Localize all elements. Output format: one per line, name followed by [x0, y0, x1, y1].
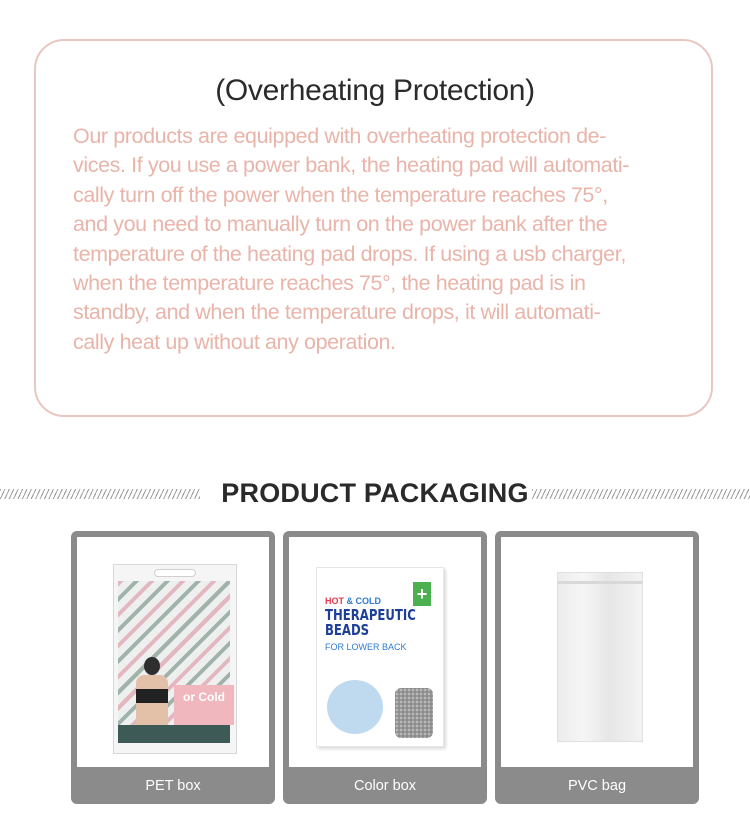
package-label: Color box: [353, 778, 417, 794]
description-line: cally turn off the power when the temperature reaches 75°,: [73, 182, 608, 207]
decorative-hatch-right: [532, 489, 750, 499]
description-line: when the temperature reaches 75°, the heating pad is in: [73, 271, 586, 296]
pet-box-footer-band: [118, 725, 230, 743]
model-photo: [327, 680, 383, 734]
package-card-color-box: [283, 531, 487, 804]
overheating-title: (Overheating Protection): [215, 74, 535, 107]
hot-cold-label: HOT & COLD: [325, 596, 382, 606]
package-label: PET box: [145, 778, 201, 794]
package-card-pvc-bag: [495, 531, 699, 804]
pet-box-illustration: [113, 564, 237, 754]
product-subtitle: FOR LOWER BACK: [325, 642, 407, 652]
description-line: Our products are equipped with overheating protection de-: [73, 124, 606, 148]
person-top: [136, 689, 168, 703]
packaging-section-title: PRODUCT PACKAGING: [221, 478, 529, 508]
description-line: vices. If you use a power bank, the heating pad will automati-: [73, 153, 630, 178]
beads-pack-photo: [395, 688, 433, 738]
person-head: [144, 657, 160, 675]
plus-icon: +: [413, 582, 431, 606]
overheating-description: [73, 122, 683, 357]
pvc-bag-illustration: [557, 572, 643, 742]
pet-box-image: [77, 537, 269, 767]
pet-box-print-label: or Cold: [174, 685, 234, 725]
hanger-hole: [154, 569, 196, 577]
description-line: standby, and when the temperature drops, it will automati-: [73, 300, 601, 325]
description-line: temperature of the heating pad drops. If using a usb charger,: [73, 241, 626, 266]
color-box-image: [289, 537, 481, 767]
pvc-bag-image: [501, 537, 693, 767]
description-line: cally heat up without any operation.: [73, 329, 396, 354]
product-title: THERAPEUTIC BEADS: [325, 606, 416, 639]
package-label: PVC bag: [567, 778, 627, 794]
color-box-illustration: [316, 567, 444, 747]
description-line: and you need to manually turn on the power bank after the: [73, 212, 608, 237]
zip-seal: [558, 581, 642, 584]
package-card-pet-box: [71, 531, 275, 804]
